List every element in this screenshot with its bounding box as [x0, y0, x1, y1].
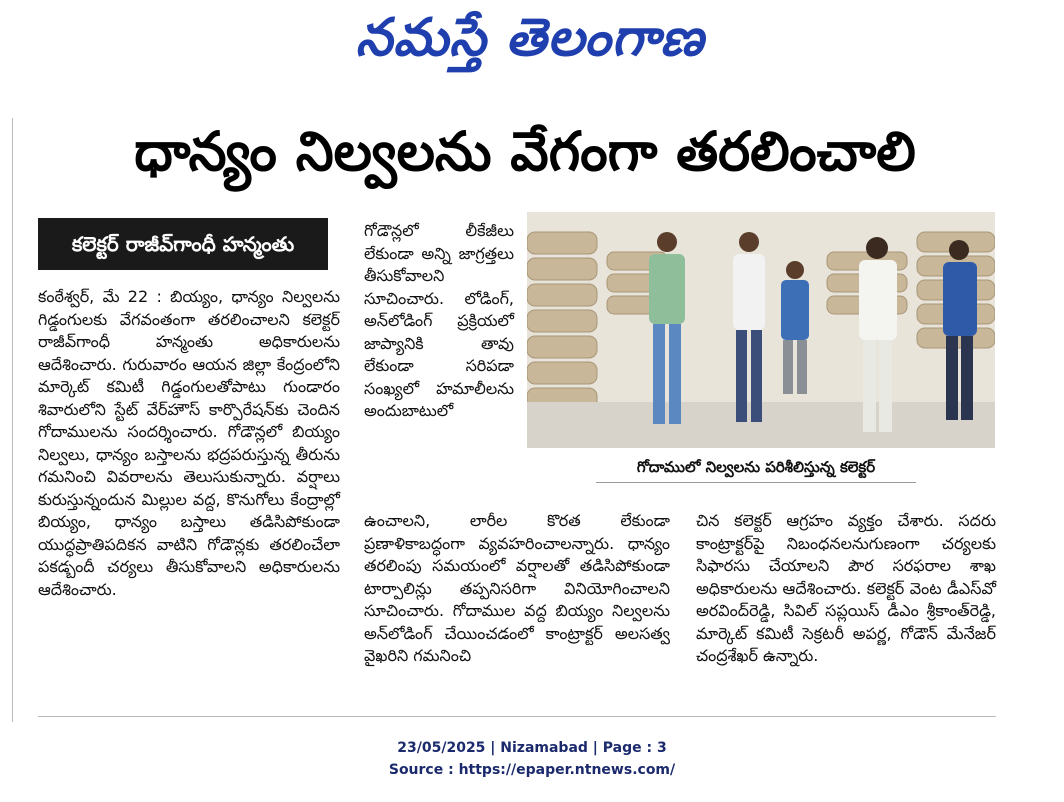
footer-source: Source : https://epaper.ntnews.com/ — [388, 762, 676, 778]
article-column-3 — [696, 510, 996, 668]
column-divider — [12, 118, 13, 722]
byline-box: కలెక్టర్ రాజీవ్‌గాంధీ హన్మంతు — [38, 218, 328, 270]
article-text: కంఠేశ్వర్, మే 22 : బియ్యం, ధాన్యం నిల్వలను గిడ్డంగులకు వేగవంతంగా తరలించాలని కలెక్టర్ రాజీవ్‌గాంధీ హన్మంతు అధికారులను ఆదేశించారు. గురువారం ఆయన జిల్లా కేంద్రంలోని మార్కెట్ కమిటీ గిడ్డంగులతోపాటు గుండారం శివారులోని స్టేట్ వేర్‌హౌస్ కార్పొరేషన్‌కు చెందిన గోదాములను సందర్శించారు. గోడౌన్లలో బియ్యం నిల్వలు, ధాన్యం బస్తాలను భద్రపరుస్తున్న తీరును గమనించి వివరాలను తెలుసుకున్నారు. వర్షాలు కురుస్తున్నందున మిల్లుల వద్ద, కొనుగోలు కేంద్రాల్లో బియ్యం, ధాన్యం బస్తాలు తడిసిపోకుండా యుద్ధప్రాతిపదికన వాటిని గోడౌన్లకు తరలించేలా పకడ్బందీ చర్యలు తీసుకోవాలని అధికారులను ఆదేశించారు. — [38, 287, 340, 599]
footer-date-edition: 23/05/2025 | Nizamabad | Page : 3 — [397, 740, 667, 756]
article-column-2-bottom — [364, 510, 670, 668]
article-text: చిన కలెక్టర్ ఆగ్రహం వ్యక్తం చేశారు. సదరు కాంట్రాక్టర్‌పై నిబంధనలనుగుణంగా చర్యలకు సిఫారసు చేయాలని పౌర సరఫరాల శాఖ అధికారులను ఆదేశించారు. కలెక్టర్ వెంట డీఎస్‌వో అరవింద్‌రెడ్డి, సివిల్ సప్లయిస్ డీఎం శ్రీకాంత్‌రెడ్డి, మార్కెట్ కమిటీ సెక్రటరీ అపర్ణ, గోడౌన్ మేనేజర్ చంద్రశేఖర్ ఉన్నారు. — [696, 511, 996, 665]
bottom-divider — [38, 716, 996, 717]
masthead-logo: నమస్తే తెలంగాణ — [355, 8, 705, 68]
headline: ధాన్యం నిల్వలను వేగంగా తరలించాలి — [134, 120, 916, 183]
article-column-1 — [38, 286, 340, 601]
photo-caption: గోదాములో నిల్వలను పరిశీలిస్తున్న కలెక్టర్ — [596, 452, 916, 483]
news-photo — [527, 212, 995, 448]
article-text: ఉంచాలని, లారీల కొరత లేకుండా ప్రణాళికాబద్ధంగా వ్యవహరించాలన్నారు. ధాన్యం తరలింపు సమయంలో వర్షాలతో తడిసిపోకుండా టార్పాలిన్లు తప్పనిసరిగా వినియోగించాలని సూచించారు. గోదాముల వద్ద బియ్యం నిల్వలను అన్‌లోడింగ్ చేయించడంలో కాంట్రాక్టర్ అలసత్వ వైఖరిని గమనించి — [364, 511, 670, 665]
article-column-2-top — [364, 220, 514, 423]
article-text: గోడౌన్లలో లీకేజీలు లేకుండా అన్ని జాగ్రత్తలు తీసుకోవాలని సూచించారు. లోడింగ్, అన్‌లోడింగ్ ప్రక్రియలో జాప్యానికి తావు లేకుండా సరిపడా సంఖ్యలో హమాలీలను అందుబాటులో — [364, 221, 514, 420]
